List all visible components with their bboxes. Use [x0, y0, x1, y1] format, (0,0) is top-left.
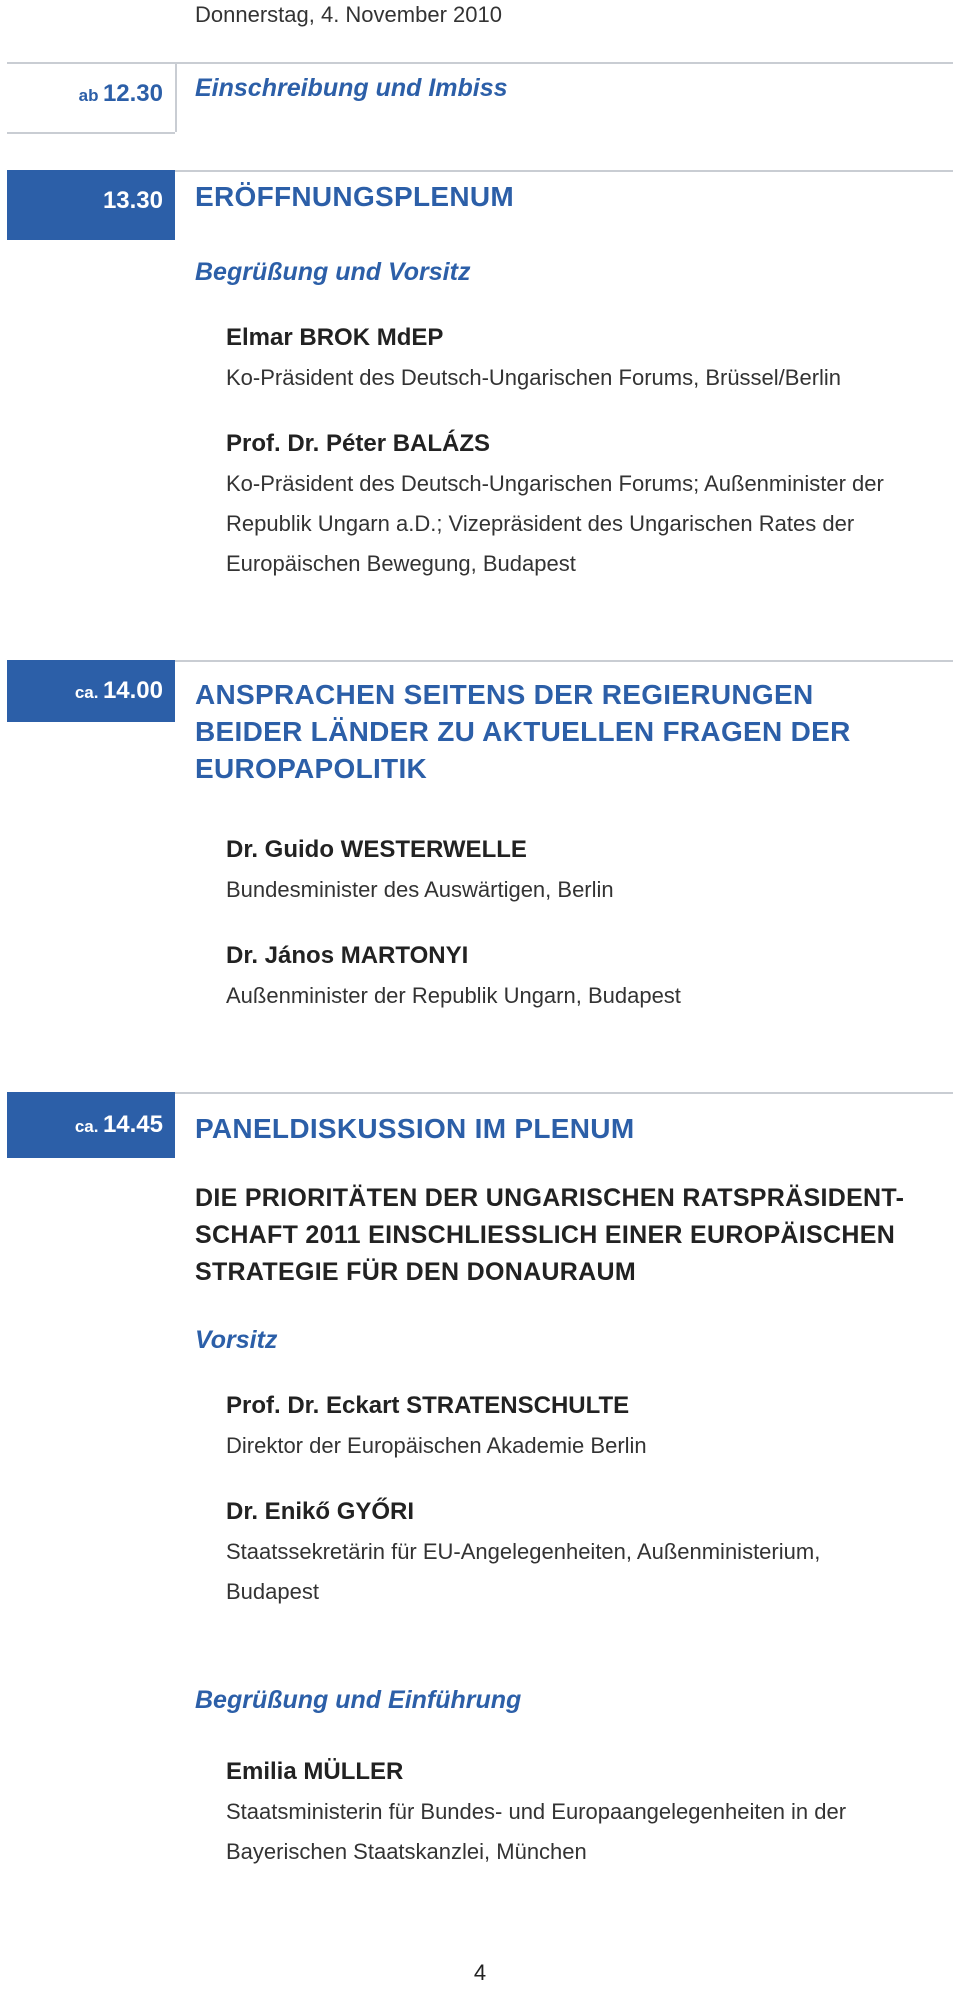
session-subhead: Vorsitz — [195, 1326, 278, 1354]
person-name: Prof. Dr. Eckart STRATENSCHULTE — [226, 1392, 630, 1419]
session-time: ca. 14.00 — [7, 660, 175, 722]
person-role: Bundesminister des Auswärtigen, Berlin — [226, 877, 614, 902]
person-name: Dr. Guido WESTERWELLE — [226, 836, 527, 863]
panel-topic: STRATEGIE FÜR DEN DONAURAUM — [195, 1258, 636, 1286]
session-title: BEIDER LÄNDER ZU AKTUELLEN FRAGEN DER — [195, 716, 851, 747]
person-name: Elmar BROK MdEP — [226, 324, 444, 351]
panel-topic: DIE PRIORITÄTEN DER UNGARISCHEN RATSPRÄSIDENT- — [195, 1184, 905, 1212]
session-title: PANELDISKUSSION IM PLENUM — [195, 1113, 635, 1144]
person-name: Emilia MÜLLER — [226, 1758, 404, 1785]
divider — [175, 62, 177, 132]
person-role: Republik Ungarn a.D.; Vizepräsident des Ungarischen Rates der — [226, 511, 855, 536]
session-time: 13.30 — [7, 170, 175, 240]
session-title: ANSPRACHEN SEITENS DER REGIERUNGEN — [195, 679, 814, 710]
person-name: Dr. Enikő GYŐRI — [226, 1498, 415, 1525]
person-role: Budapest — [226, 1579, 319, 1604]
person-name: Dr. János MARTONYI — [226, 942, 469, 969]
session-time: ca. 14.45 — [7, 1092, 175, 1158]
person-role: Europäischen Bewegung, Budapest — [226, 551, 576, 576]
session-title: ERÖFFNUNGSPLENUM — [195, 181, 515, 212]
session-title: Einschreibung und Imbiss — [195, 74, 508, 102]
divider — [7, 62, 953, 64]
person-role: Staatssekretärin für EU-Angelegenheiten, Außenministerium, — [226, 1539, 821, 1564]
person-role: Staatsministerin für Bundes- und Europaangelegenheiten in der — [226, 1799, 847, 1824]
person-role: Außenminister der Republik Ungarn, Budapest — [226, 983, 681, 1008]
person-role: Direktor der Europäischen Akademie Berlin — [226, 1433, 647, 1458]
person-role: Ko-Präsident des Deutsch-Ungarischen Forums, Brüssel/Berlin — [226, 365, 842, 390]
session-subhead: Begrüßung und Einführung — [195, 1686, 522, 1714]
panel-topic: SCHAFT 2011 EINSCHLIESSLICH EINER EUROPÄISCHEN — [195, 1221, 896, 1249]
divider — [7, 132, 175, 134]
person-name: Prof. Dr. Péter BALÁZS — [226, 430, 491, 457]
session-time: ab 12.30 — [78, 80, 163, 107]
session-title: EUROPAPOLITIK — [195, 753, 428, 784]
person-role: Ko-Präsident des Deutsch-Ungarischen Forums; Außenminister der — [226, 471, 884, 496]
person-role: Bayerischen Staatskanzlei, München — [226, 1839, 587, 1864]
page-date: Donnerstag, 4. November 2010 — [195, 2, 502, 27]
session-subhead: Begrüßung und Vorsitz — [195, 258, 471, 286]
page-number: 4 — [473, 1960, 487, 1985]
